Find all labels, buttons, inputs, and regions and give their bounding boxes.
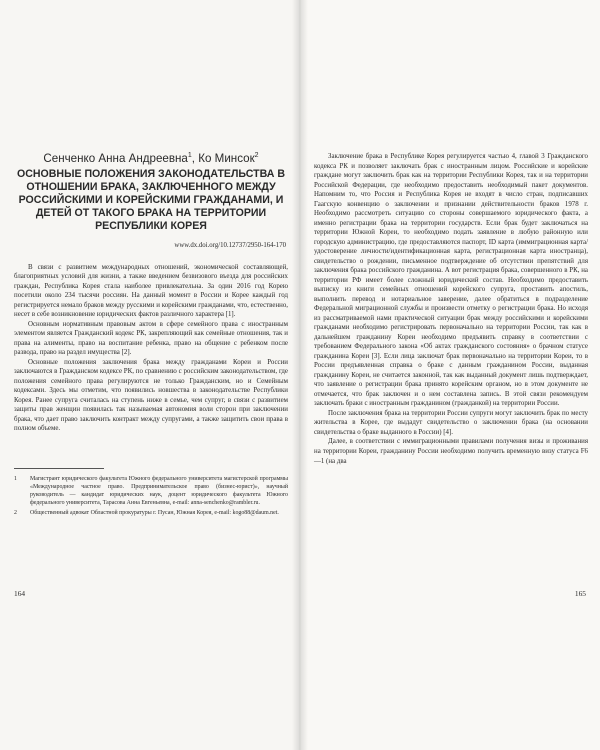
author-2-footnote-mark: 2	[254, 152, 259, 160]
author-1: Сенченко Анна Андреевна	[43, 152, 188, 165]
footnote	[14, 509, 288, 517]
left-body-text	[14, 263, 288, 434]
footnote-text: Общественный адвокат Областной прокуратуры г. Пусан, Южная Корея, e-mail: kogo88@daum.net.	[30, 510, 279, 517]
book-gutter-shadow	[292, 0, 308, 750]
right-body-text	[314, 152, 588, 466]
footnote	[14, 475, 288, 508]
footnote-text: Магистрант юридического факультета Южного федерального университета магистерской программы «Международное частное право. Предпринимательское право (бизнес-юрист)», научный руководитель — кандидат юридических наук, доцент юридического факультета Южного федерального университета, Тарасова Анна Евгеньевна, e-mail: anna-senchenko@rambler.ru.	[30, 475, 288, 507]
author-1-footnote-mark: 1	[187, 152, 192, 160]
page-number-left: 164	[14, 589, 26, 598]
article-authors	[18, 152, 284, 166]
paragraph: В связи с развитием международных отношений, экономической составляющей, благоприятных условий для жизни, а также введением безвизового въезда для российских граждан, Республика Корея стала наиболее привлекательна. За один 2016 год Корею посетили около 234 тысячи россиян. На данный момент в России и Корее каждый год регистрируется немало браков между русскими и корейскими гражданами, что, естественно, несет в себе возникновение юридических фактов различного характера [1].	[14, 263, 288, 319]
article-title: ОСНОВНЫЕ ПОЛОЖЕНИЯ ЗАКОНОДАТЕЛЬСТВА В ОТНОШЕНИИ БРАКА, ЗАКЛЮЧЕННОГО МЕЖДУ РОССИЙСКИМИ И КОРЕЙСКИМИ ГРАЖДАНАМИ, И ДЕТЕЙ ОТ ТАКОГО БРАКА НА ТЕРРИТОРИИ РЕСПУБЛИКИ КОРЕЯ	[16, 167, 285, 233]
page-number-right: 165	[574, 589, 586, 598]
paragraph: После заключения брака на территории России супруги могут заключить брак по месту жительства в Корее, где выдадут свидетельство о заключении брака (на основании свидетельства о браке выданного в России) [4].	[314, 409, 588, 436]
author-2: Ко Минсок	[198, 152, 255, 165]
paragraph: Основным нормативным правовым актом в сфере семейного права с иностранным элементом является Гражданский кодекс РК, закрепляющий как семейные отношения, так и права на алименты, право на воспитание ребенка, право на общение с ребенком после развода, право на раздел имущества [2].	[14, 320, 288, 357]
footnote-mark: 1	[14, 475, 17, 482]
doi-link[interactable]: www.dx.doi.org/10.12737/2950-164-170	[174, 241, 286, 249]
paragraph: Заключение брака в Республике Корея регулируется частью 4, главой 3 Гражданского кодекса РК и позволяет заключать брак с иностранным лицом. Российские и корейские граждане могут заключить брак как на территории Республики Корея, так и на территории Российской Федерации, где необходимо предоставить необходимый пакет документов. Напомним то, что Россия и Республика Корея не входят в число стран, подписавших Гаагскую конвенцию о заключении и признании действительности браков 1978 г. Необходимо рассмотреть ситуацию со стороны совершаемого юридического факта, а именно регистрации брака на территории государств. Если брак будет заключаться на территории Южной Кореи, то необходимо подать заявление в любую районную или городскую администрацию, где предоставляются паспорт, ID карта (иммиграционная карта/удостоверение личности/идентификационная карта, регистрационная карта иностранца), свидетельство о рождении, письменное подтверждение об отсутствии препятствий для заключения брака российского гражданина. А вот регистрация брака, совершенного в РК, на территории РФ имеет более сложный юридический состав. Необходимо предоставить выписку из книги семейных отношений корейского супруга, проставить апостиль, выполнить перевод и нотариальное заверение, далее обратиться в подразделение Федеральной миграционной службы и произвести отметку о регистрации брака. Но исходя из рассматриваемой нами практической ситуации брак между российскими и корейскими гражданами необходимо регистрировать первоначально на территории России, так как в дальнейшем гражданину Кореи необходимо предъявить справку в соответствии с требованием Федерального закона «Об актах гражданского состояния» о брачном статусе гражданина Кореи [3]. Если лица заключат брак первоначально на территории Кореи, то в России предъявленная справка о браке с данным гражданином России, выданная гражданину Кореи, не считается законной, так как выданный документ лишь подтверждает, что заявление о регистрации брака принято корейским органом, но в этом документе не отмечается, что брак заключен и о нем составлена запись. В этой связи рекомендуем заключать браки с иностранным гражданином (гражданкой) на территории России.	[314, 153, 588, 408]
paragraph: Основные положения заключения брака между гражданами Кореи и России заключаются в Гражданском кодексе РК, по сравнению с российским законодательством, где положения семейного права регулируются не только Гражданским, но и Семейным кодексами. Здесь мы отметим, что появились новшества в законодательстве Республики Корея. Ранее супруга считалась на ступень ниже в семье, чем супруг, в связи с развитием защиты прав женщин появилась так называемая автономия воли сторон при заключении брака, что дает право заключить контракт между супругами, а также защитить свои права в полном объеме.	[14, 358, 288, 433]
right-page	[300, 0, 600, 750]
footnotes	[14, 475, 288, 518]
footnote-divider	[14, 468, 104, 469]
paragraph: Далее, в соответствии с иммиграционными правилами получения визы и проживания на территории Кореи, гражданину России необходимо получить временную визу статуса F6—1 (на два	[314, 438, 588, 465]
footnote-mark: 2	[14, 510, 17, 517]
author-separator: ,	[191, 152, 199, 165]
